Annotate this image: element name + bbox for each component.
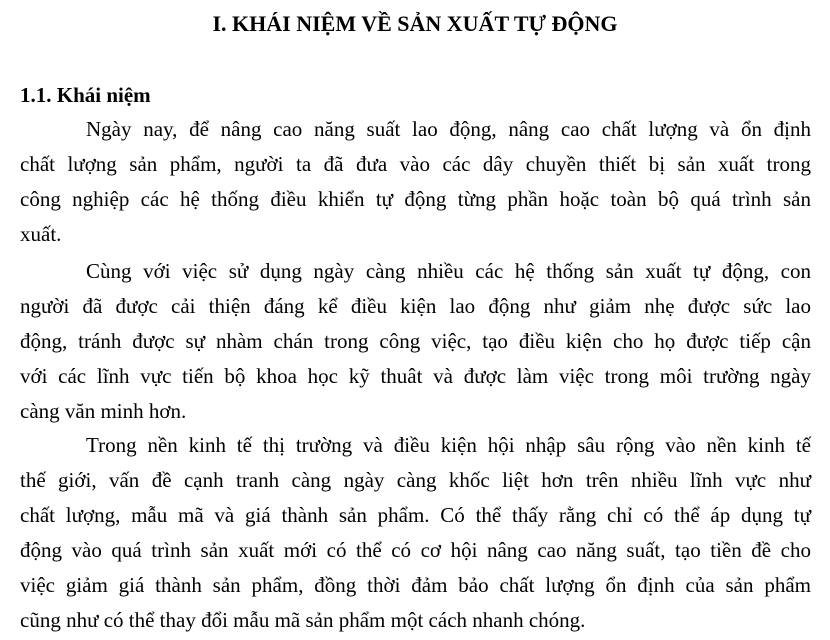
paragraph-line: người đã được cải thiện đáng kể điều kiện lao động như giảm nhẹ được sức lao — [20, 294, 811, 318]
paragraph-line: càng văn minh hơn. — [20, 399, 187, 423]
paragraph-line: Trong nền kinh tế thị trường và điều kiện hội nhập sâu rộng vào nền kinh tế — [86, 433, 811, 457]
paragraph-1 — [20, 112, 811, 252]
paragraph-line: chất lượng sản phẩm, người ta đã đưa vào các dây chuyền thiết bị sản xuất trong — [20, 152, 811, 176]
paragraph-line: cũng như có thể thay đổi mẫu mã sản phẩm một cách nhanh chóng. — [20, 608, 586, 632]
paragraph-line: chất lượng, mẫu mã và giá thành sản phẩm. Có thể thấy rằng chỉ có thể áp dụng tự — [20, 503, 811, 527]
paragraph-line: việc giảm giá thành sản phẩm, đồng thời đảm bảo chất lượng ổn định của sản phẩm — [20, 573, 811, 597]
paragraph-line: Ngày nay, để nâng cao năng suất lao động, nâng cao chất lượng và ổn định — [86, 117, 811, 141]
paragraph-line: với các lĩnh vực tiến bộ khoa học kỹ thuât và được làm việc trong môi trường ngày — [20, 364, 811, 388]
paragraph-2 — [20, 254, 811, 429]
paragraph-line: Cùng với việc sử dụng ngày càng nhiều các hệ thống sản xuất tự động, con — [86, 259, 811, 283]
paragraph-3 — [20, 428, 811, 638]
paragraph-line: thế giới, vấn đề cạnh tranh càng ngày càng khốc liệt hơn trên nhiều lĩnh vực như — [20, 468, 811, 492]
paragraph-line: xuất. — [20, 222, 62, 246]
section-heading: 1.1. Khái niệm — [20, 83, 151, 107]
paragraph-line: công nghiệp các hệ thống điều khiển tự động từng phần hoặc toàn bộ quá trình sản — [20, 187, 811, 211]
document-title: I. KHÁI NIỆM VỀ SẢN XUẤT TỰ ĐỘNG — [212, 11, 618, 36]
paragraph-line: động, tránh được sự nhàm chán trong công việc, tạo điều kiện cho họ được tiếp cận — [20, 329, 811, 353]
paragraph-line: động vào quá trình sản xuất mới có thể có cơ hội nâng cao năng suất, tạo tiền đề cho — [20, 538, 811, 562]
